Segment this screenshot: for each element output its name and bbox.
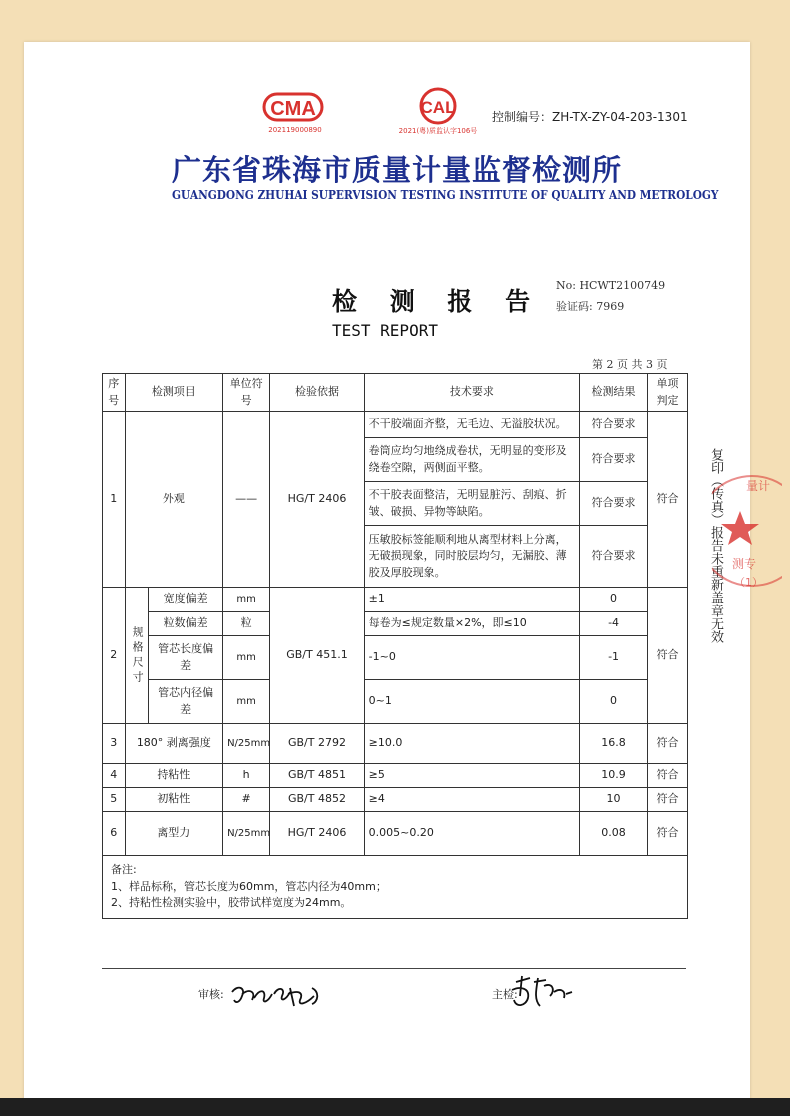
cell-unit: mm (223, 680, 270, 724)
cell-requirement: 不干胶端面齐整，无毛边、无溢胶状况。 (364, 412, 580, 438)
header-item: 检测项目 (125, 374, 222, 412)
cell-verdict: 符合 (647, 412, 687, 588)
notes-cell (103, 856, 688, 919)
cell-item: 离型力 (125, 812, 222, 856)
header-verdict: 单项判定 (647, 374, 687, 412)
cell-verdict: 符合 (647, 788, 687, 812)
cell-verdict: 符合 (647, 724, 687, 764)
cell-item: 管芯内径偏差 (149, 680, 223, 724)
cma-number: 202119000890 (268, 126, 322, 134)
cal-logo-text: CAL (420, 98, 456, 117)
cell-item: 初粘性 (125, 788, 222, 812)
cell-requirement: 0~1 (364, 680, 580, 724)
cell-result: 符合要求 (580, 412, 648, 438)
cell-requirement: 压敏胶标签能顺利地从离型材料上分离，无破损现象，同时胶层均匀，无漏胶、薄胶及厚胶现象。 (364, 526, 580, 588)
inspector-signature (500, 970, 580, 1016)
notes-title: 备注: (111, 863, 137, 876)
header-basis: 检验依据 (270, 374, 364, 412)
cell-result: -1 (580, 636, 648, 680)
cell-item: 外观 (125, 412, 222, 588)
cell-requirement: ≥10.0 (364, 724, 580, 764)
cell-unit: N/25mm (223, 812, 270, 856)
cell-basis: GB/T 4852 (270, 788, 364, 812)
seal-text-bottom: 测专 (732, 557, 757, 571)
cell-basis: GB/T 4851 (270, 764, 364, 788)
verification-code: 验证码: 7969 (556, 300, 625, 313)
cma-logo (258, 88, 328, 140)
notes-row (103, 856, 688, 919)
cell-result: 符合要求 (580, 526, 648, 588)
cell-result: 0 (580, 588, 648, 612)
cell-item: 180° 剥离强度 (125, 724, 222, 764)
cell-item: 粒数偏差 (149, 612, 223, 636)
cal-logo (398, 86, 478, 140)
cell-basis: GB/T 451.1 (270, 588, 364, 724)
cell-requirement: ±1 (364, 588, 580, 612)
table-row (103, 788, 688, 812)
table-row (103, 588, 688, 612)
cell-result: 符合要求 (580, 438, 648, 482)
header-seq: 序号 (103, 374, 126, 412)
page-info: 第 2 页 共 3 页 (592, 358, 668, 371)
bottom-bar (0, 1098, 790, 1116)
cell-result: 10.9 (580, 764, 648, 788)
cell-seq: 3 (103, 724, 126, 764)
cell-verdict: 符合 (647, 588, 687, 724)
cell-unit: —— (223, 412, 270, 588)
cell-item: 宽度偏差 (149, 588, 223, 612)
table-row (103, 764, 688, 788)
notes-line-2: 2、持粘性检测实验中，胶带试样宽度为24mm。 (111, 896, 352, 909)
cell-requirement: 卷筒应均匀地绕成卷状，无明显的变形及绕卷空隙，两侧面平整。 (364, 438, 580, 482)
cell-unit: h (223, 764, 270, 788)
report-number: No: HCWT2100749 (556, 279, 666, 292)
cell-requirement: 不干胶表面整洁，无明显脏污、刮痕、折皱、破损、异物等缺陷。 (364, 482, 580, 526)
cal-number: 2021(粤)质监认字106号 (398, 127, 478, 135)
table-row (103, 724, 688, 764)
header-result: 检测结果 (580, 374, 648, 412)
cma-logo-icon (258, 88, 328, 128)
cell-group: 规格尺寸 (125, 588, 149, 724)
cell-verdict: 符合 (647, 764, 687, 788)
seal-stamp (712, 456, 782, 606)
cell-item: 持粘性 (125, 764, 222, 788)
cell-result: 10 (580, 788, 648, 812)
test-results-table (102, 373, 688, 919)
cell-result: 0.08 (580, 812, 648, 856)
table-row (103, 636, 688, 680)
header-requirement: 技术要求 (364, 374, 580, 412)
inspector-label: 主检: (492, 988, 518, 1001)
cell-requirement: -1~0 (364, 636, 580, 680)
cell-basis: GB/T 2792 (270, 724, 364, 764)
seal-text-number: （1） (734, 576, 763, 589)
cell-seq: 5 (103, 788, 126, 812)
cell-result: 16.8 (580, 724, 648, 764)
cell-requirement: ≥5 (364, 764, 580, 788)
cell-unit: mm (223, 588, 270, 612)
cell-seq: 6 (103, 812, 126, 856)
seal-text-top: 量计 (746, 479, 771, 493)
cell-result: -4 (580, 612, 648, 636)
reviewer-signature (228, 978, 328, 1014)
cma-logo-text: CMA (270, 98, 316, 120)
table-header-row (103, 374, 688, 412)
cell-item: 管芯长度偏差 (149, 636, 223, 680)
cell-basis: HG/T 2406 (270, 412, 364, 588)
report-title-en: TEST REPORT (332, 321, 438, 340)
cell-result: 符合要求 (580, 482, 648, 526)
cell-verdict: 符合 (647, 812, 687, 856)
header-unit: 单位符号 (223, 374, 270, 412)
report-title-cn: 检 测 报 告 (332, 287, 543, 316)
cell-result: 0 (580, 680, 648, 724)
table-row (103, 412, 688, 438)
cell-unit: 粒 (223, 612, 270, 636)
cell-requirement: ≥4 (364, 788, 580, 812)
institute-name-cn: 广东省珠海市质量计量监督检测所 (172, 153, 623, 187)
cell-unit: # (223, 788, 270, 812)
cell-unit: mm (223, 636, 270, 680)
reviewer-label: 审核: (198, 988, 224, 1001)
cell-seq: 1 (103, 412, 126, 588)
side-notice: 复印（传真）报告未重新盖章无效 (708, 448, 723, 643)
cell-requirement: 0.005~0.20 (364, 812, 580, 856)
table-row (103, 812, 688, 856)
institute-name-en: GUANGDONG ZHUHAI SUPERVISION TESTING INSTITUTE OF QUALITY AND METROLOGY (172, 188, 719, 202)
cell-seq: 4 (103, 764, 126, 788)
cell-basis: HG/T 2406 (270, 812, 364, 856)
signature-divider (102, 968, 686, 969)
control-number: 控制编号：ZH-TX-ZY-04-203-1301 (492, 110, 688, 124)
cell-requirement: 每卷为≤规定数量×2%，即≤10 (364, 612, 580, 636)
table-row (103, 612, 688, 636)
cal-logo-icon (398, 86, 478, 126)
table-row (103, 680, 688, 724)
cell-unit: N/25mm (223, 724, 270, 764)
notes-line-1: 1、样品标称，管芯长度为60mm，管芯内径为40mm； (111, 879, 387, 893)
cell-seq: 2 (103, 588, 126, 724)
